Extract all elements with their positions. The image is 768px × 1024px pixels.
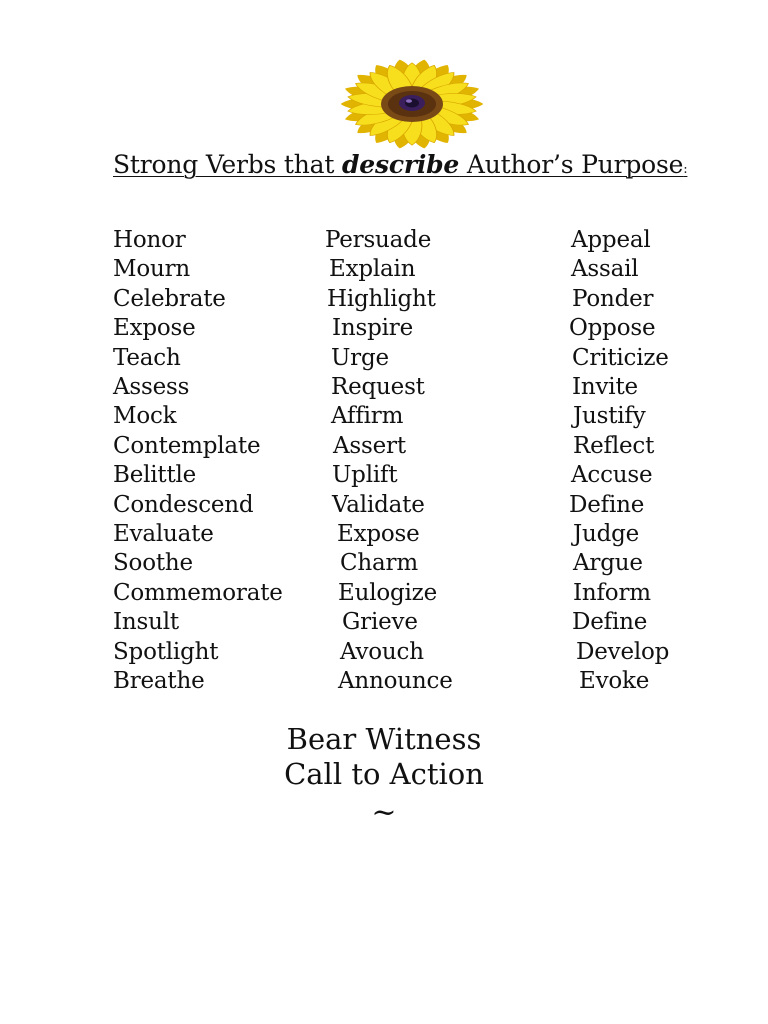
verb-col2-item: Charm <box>340 550 418 577</box>
verb-col2-item: Assert <box>333 432 406 459</box>
verb-col2-item: Explain <box>329 256 416 283</box>
verb-col3-item: Assail <box>571 256 639 283</box>
verb-col1-item: Breathe <box>113 668 205 694</box>
verb-col3-item: Ponder <box>572 285 654 312</box>
verb-col3-item: Argue <box>573 550 643 577</box>
title-text-start: Strong Verbs that <box>113 150 342 179</box>
verb-col2-item: Request <box>331 374 425 400</box>
title-text-end: Author’s Purpose <box>459 150 684 179</box>
closing-line-bear-witness: Bear Witness <box>286 722 482 756</box>
verb-col2-item: Persuade <box>325 227 432 253</box>
title-emphasis: describe <box>341 150 460 179</box>
verb-col1-item: Teach <box>113 344 181 371</box>
verb-col1-item: Mourn <box>113 256 191 283</box>
verb-col2-item: Affirm <box>331 403 404 430</box>
sunflower-icon <box>333 56 491 152</box>
verb-col2-item: Avouch <box>340 638 424 665</box>
verb-col3-item: Define <box>572 609 648 636</box>
verb-col1-item: Assess <box>113 374 190 400</box>
verb-col2-item: Validate <box>332 491 425 518</box>
closing-tilde: ~ <box>371 795 397 830</box>
verb-col2-item: Urge <box>331 344 389 371</box>
verb-col3-item: Define <box>569 491 645 518</box>
verb-col3-item: Accuse <box>571 462 653 489</box>
verb-col3-item: Oppose <box>569 315 656 342</box>
verb-col3-item: Appeal <box>571 227 651 253</box>
verb-col1-item: Honor <box>113 227 186 253</box>
verb-col1-item: Commemorate <box>113 579 283 606</box>
verb-col2-item: Expose <box>337 521 420 547</box>
verb-col3-item: Criticize <box>572 344 669 371</box>
verb-col3-item: Develop <box>576 638 670 665</box>
verb-col2-item: Inspire <box>332 315 413 342</box>
closing-line-call-to-action: Call to Action <box>284 757 484 791</box>
verb-col2-item: Grieve <box>342 609 418 636</box>
verb-col1-item: Contemplate <box>113 432 261 459</box>
verb-col2-item: Eulogize <box>338 579 438 606</box>
verb-col3-item: Inform <box>573 579 651 606</box>
verb-col1-item: Belittle <box>113 462 197 489</box>
verb-col3-item: Invite <box>572 374 638 400</box>
verb-col1-item: Evaluate <box>113 521 214 547</box>
verb-col1-item: Expose <box>113 315 196 342</box>
verb-col1-item: Soothe <box>113 550 193 577</box>
verb-col2-item: Uplift <box>332 462 398 489</box>
title-colon: : <box>683 162 688 177</box>
verb-col2-item: Announce <box>338 668 453 694</box>
verb-col1-item: Mock <box>113 403 177 430</box>
page-title <box>113 150 687 179</box>
verb-col3-item: Evoke <box>579 668 650 694</box>
verb-col1-item: Insult <box>113 609 179 636</box>
verb-col3-item: Reflect <box>573 432 655 459</box>
verb-col1-item: Condescend <box>113 491 254 518</box>
verb-col1-item: Spotlight <box>113 638 219 665</box>
verb-col2-item: Highlight <box>327 285 436 312</box>
verb-col1-item: Celebrate <box>113 285 226 312</box>
verb-col3-item: Justify <box>573 403 646 430</box>
verb-col3-item: Judge <box>573 521 640 547</box>
